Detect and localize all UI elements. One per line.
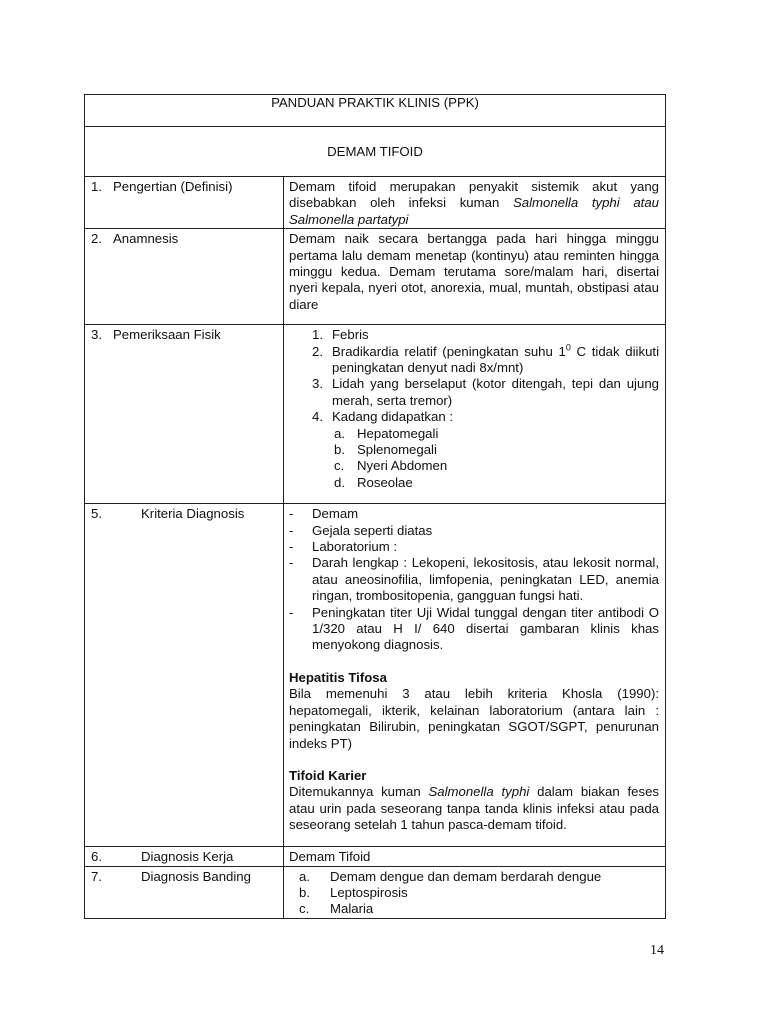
page-number: 14 [650,943,664,958]
hepatitis-text: Bila memenuhi 3 atau lebih kriteria Khosla (1990): hepatomegali, ikterik, kelainan laboratorium (antara lain : peningkatan Bilirubin, peningkatan SGOT/SGPT, penurunan indeks PT) [289,686,659,751]
list-item: 3. Lidah yang berselaput (kotor ditengah, tepi dan ujung merah, serta tremor) [312,376,659,408]
row-label-cell [85,866,284,918]
pengertian-text: Demam tifoid merupakan penyakit sistemik akut yang disebabkan oleh infeksi kuman [289,179,659,211]
row-content-cell [284,325,666,504]
list-item: - Darah lengkap : Lekopeni, lekositosis, atau lekosit normal, atau aneosinofilia, limfopenia, peningkatan LED, anemia ringan, trombositopenia, gangguan fungsi hati. [289,555,659,604]
list-item: a. Hepatomegali [334,425,439,441]
row-label: Diagnosis Kerja [141,849,234,865]
table-title-cell [85,95,666,127]
table-row-kriteria [85,504,666,847]
list-item: a. Demam dengue dan demam berdarah dengue [299,868,602,884]
row-number: 6. [91,849,102,865]
row-label: Kriteria Diagnosis [141,506,245,522]
document-title: PANDUAN PRAKTIK KLINIS (PPK) [271,95,479,110]
list-item: c. Nyeri Abdomen [334,458,448,474]
row-content-cell [284,866,666,918]
list-item: b. Splenomegali [334,442,437,458]
row-content-cell [284,504,666,847]
row-number: 1. [91,179,102,194]
list-item: c. Malaria [299,901,374,917]
row-number: 5. [91,506,102,522]
row-label-cell [85,177,284,229]
anamnesis-text: Demam naik secara bertangga pada hari hingga minggu pertama lalu demam menetap (kontinyu) atau reminten hingga minggu kedua. Demam terutama sore/malam hari, disertai nyeri kepala, nyeri otot, anorexia, mual, muntah, obstipasi atau diare [289,231,659,312]
row-label-cell [85,325,284,504]
row-content-cell [284,177,666,229]
table-row-pengertian [85,177,666,229]
table-row-diagnosis-banding [85,866,666,918]
list-item: 4. Kadang didapatkan : [312,409,453,425]
pengertian-italic: Salmonella typhi atau Salmonella partatypi [289,195,659,227]
list-item: 1. Febris [312,327,369,343]
karier-heading: Tifoid Karier [289,767,367,783]
table-subtitle-cell [85,127,666,177]
pemeriksaan-sublist [289,426,659,492]
pemeriksaan-list [289,327,659,425]
ppk-table [84,94,666,919]
list-item: b. Leptospirosis [299,885,408,901]
list-item: - Demam [289,506,359,522]
row-label: Diagnosis Banding [141,868,251,884]
document-subtitle: DEMAM TIFOID [327,144,423,159]
row-content-cell [284,847,666,866]
list-item: - Peningkatan titer Uji Widal tunggal dengan titer antibodi O 1/320 atau H I/ 640 disertai gambaran klinis khas menyokong diagnosis. [289,604,659,653]
list-item: d. Roseolae [334,474,413,490]
diagnosis-banding-list [289,869,659,918]
row-number: 7. [91,868,102,884]
row-label: Pemeriksaan Fisik [113,327,221,343]
row-number: 3. [91,327,102,343]
list-item: - Laboratorium : [289,539,398,555]
list-item: 2. Bradikardia relatif (peningkatan suhu $1^0$ C tidak diikuti peningkatan denyut nadi 8x/mnt) [312,342,660,376]
row-label-cell [85,229,284,325]
table-row-diagnosis-kerja [85,847,666,866]
list-item: - Gejala seperti diatas [289,522,433,538]
row-label: Pengertian (Definisi) [113,179,233,194]
table-row-anamnesis [85,229,666,325]
row-content-cell [284,229,666,325]
diagnosis-kerja-text: Demam Tifoid [289,849,371,865]
row-label: Anamnesis [113,231,179,247]
table-row-pemeriksaan [85,325,666,504]
karier-text: Ditemukannya kuman Salmonella typhi dalam biakan feses atau urin pada seseorang tanpa tanda klinis infeksi atau pada seseorang setelah 1 tahun pasca-demam tifoid. [289,784,659,833]
row-label-cell [85,504,284,847]
row-number: 2. [91,231,102,247]
kriteria-list [289,506,659,654]
hepatitis-heading: Hepatitis Tifosa [289,669,387,685]
row-label-cell [85,847,284,866]
